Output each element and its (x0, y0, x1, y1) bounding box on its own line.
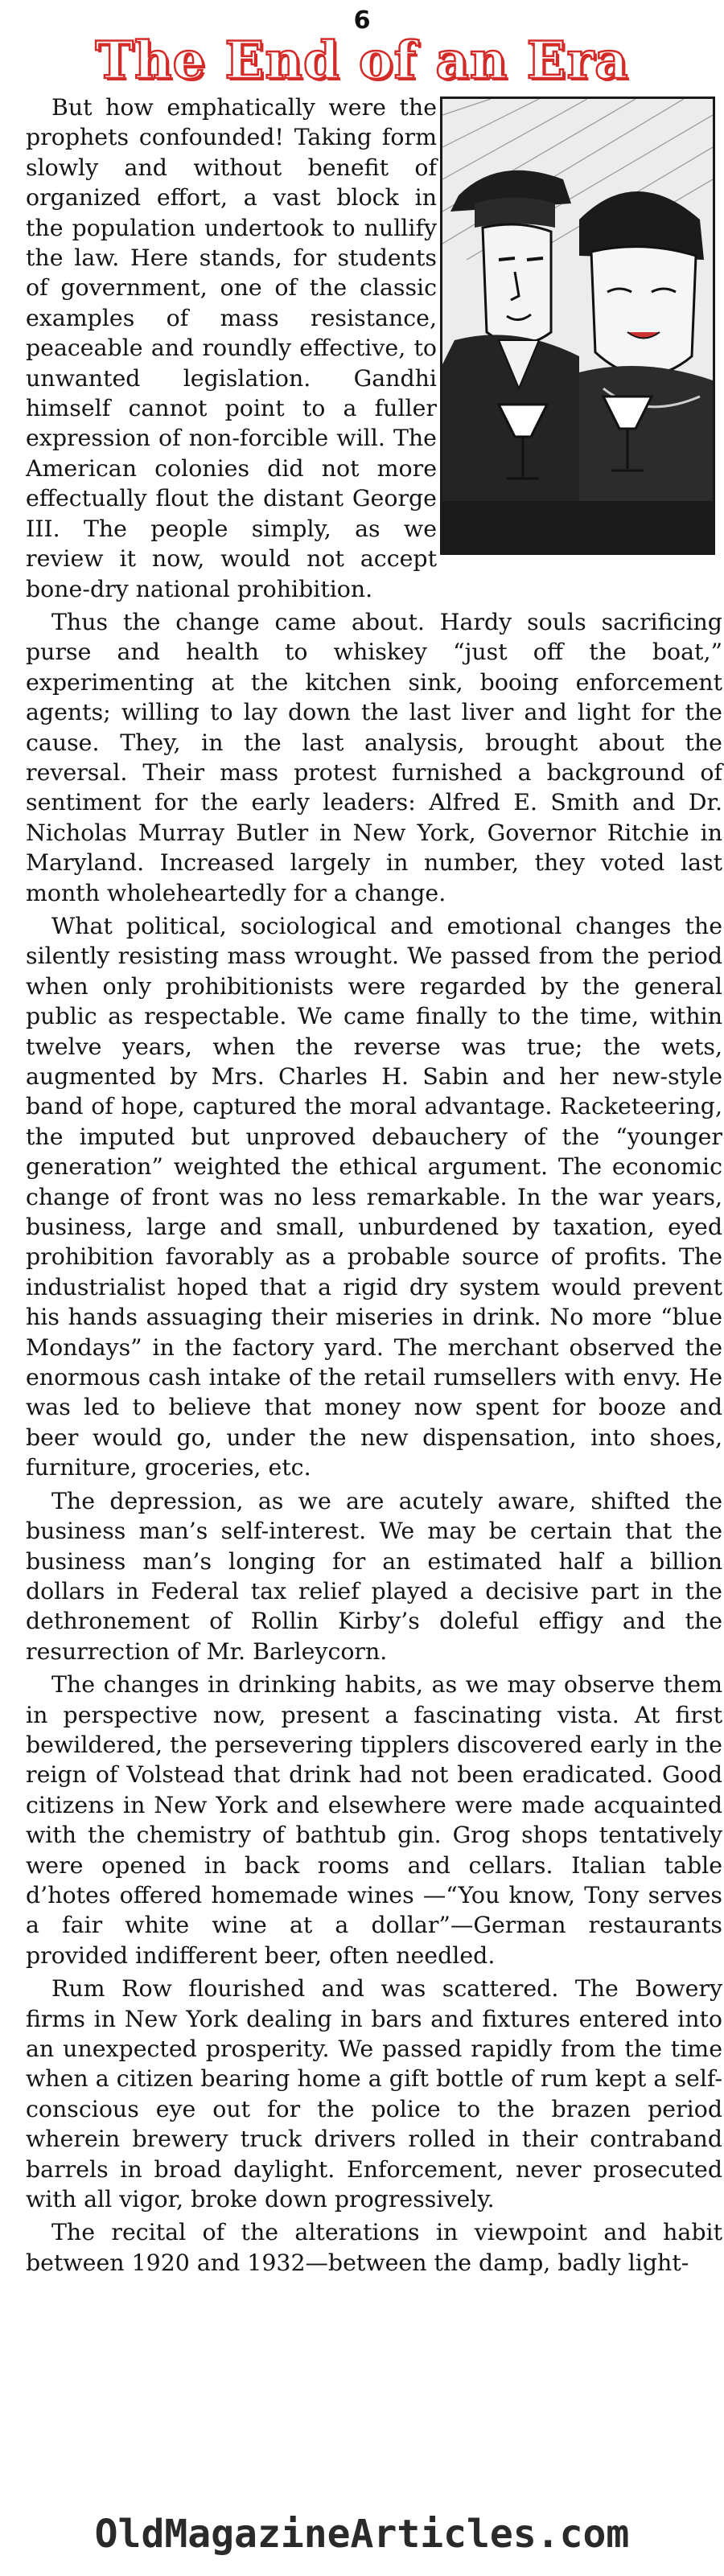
paragraph: The recital of the alterations in viewpoint and habit between 1920 and 1932—between the damp, badly light- (26, 2219, 722, 2276)
headline: The End of an Era (95, 31, 629, 91)
paragraph: Rum Row flourished and was scattered. The Bowery firms in New York dealing in bars and fixtures entered into an unexpected prosperity. We passed rapidly from the time when a citizen bearing home a gift bottle of rum kept a self-conscious eye out for the police to the brazen period wherein brewery truck drivers rolled in their contraband barrels in broad daylight. Enforcement, never prosecuted with all vigor, broke down progressively. (26, 1975, 722, 2213)
page-number: 6 (353, 6, 371, 35)
paragraph: The depression, as we are acutely aware, shifted the business man’s self-interest. We may be certain that the business man’s longing for an estimated half a billion dollars in Federal tax relief played a decisive part in the dethronement of Rollin Kirby’s doleful effigy and the resurrection of Mr. Barleycorn. (26, 1487, 722, 1665)
article-body (26, 92, 722, 2281)
paragraph: What political, sociological and emotional changes the silently resisting mass wrought. We passed from the period when only prohibitionists were regarded by the general public as respectable. We came finally to the time, within twelve years, when the reverse was true; the wets, augmented by Mrs. Charles H. Sabin and her new-style band of hope, captured the moral advantage. Racketeering, the imputed but unproved debauchery of the “younger generation” weighted the ethical argument. The economic change of front was no less remarkable. In the war years, business, large and small, unburdened by taxation, eyed prohibition favorably as a probable source of profits. The industrialist hoped that a rigid dry system would prevent his hands assuaging their miseries in drink. No more “blue Mondays” in the factory yard. The merchant observed the enormous cash intake of the retail rumsellers with envy. He was led to believe that money now spent for booze and beer would go, under the new dispensation, into shoes, furniture, groceries, etc. (26, 912, 722, 1481)
site-footer: OldMagazineArticles.com (94, 2512, 630, 2557)
paragraph: Thus the change came about. Hardy souls sacrificing purse and health to whiskey “just off the boat,” experimenting at the kitchen sink, booing enforcement agents; willing to lay down the last liver and light for the cause. They, in the last analysis, brought about the reversal. Their mass protest furnished a background of sentiment for the early leaders: Alfred E. Smith and Dr. Nicholas Murray Butler in New York, Governor Ritchie in Maryland. Increased largely in number, they voted last month wholeheartedly for a change. (26, 608, 722, 906)
paragraph: But how emphatically were the prophets confounded! Taking form slowly and without benefit of organized effort, a vast block in the population undertook to nullify the law. Here stands, for students of government, one of the classic examples of mass resistance, peaceable and roundly effective, to unwanted legislation. Gandhi himself cannot point to a fuller expression of non-forcible will. The American colonies did not more effectually flout the distant George III. The people simply, as we review it now, would not accept bone-dry national prohibition. (26, 94, 437, 602)
paragraph: The changes in drinking habits, as we may observe them in perspective now, present a fascinating vista. At first bewildered, the persevering tipplers discovered early in the reign of Volstead that drink had not been eradicated. Good citizens in New York and elsewhere were made acquainted with the chemistry of bathtub gin. Grog shops tentatively were opened in back rooms and cellars. Italian table d’hotes offered homemade wines —“You know, Tony serves a fair white wine at a dollar”—German restaurants provided indifferent beer, often needled. (26, 1671, 722, 1969)
